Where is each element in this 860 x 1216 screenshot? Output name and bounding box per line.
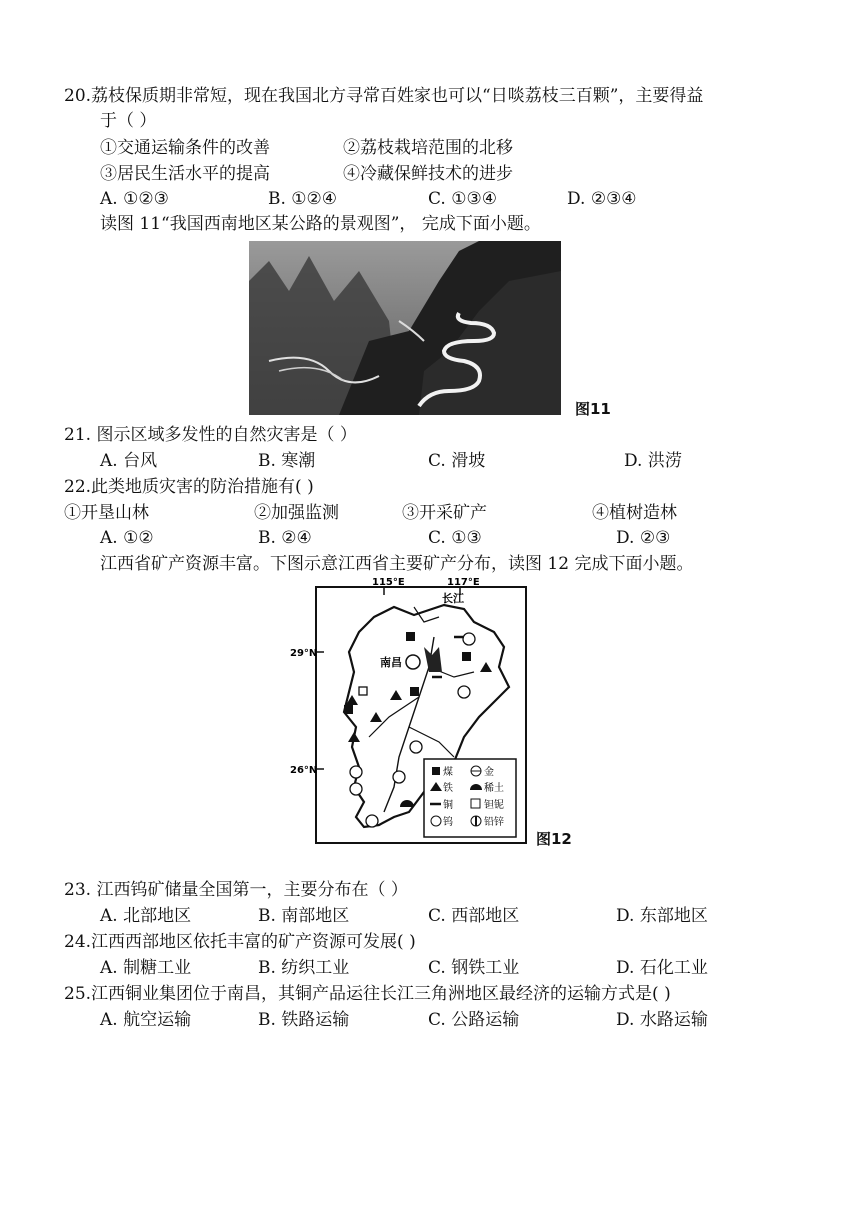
lon-115-label: 115°E <box>372 577 405 588</box>
tungsten-symbol <box>393 771 405 783</box>
tungsten-symbol <box>463 633 475 645</box>
legend-tantalum-niobium: 钽铌 <box>484 800 504 811</box>
lead-zinc-symbol <box>458 686 470 698</box>
q22-option-d: D. ②③ <box>616 528 671 548</box>
q23-option-a: A. 北部地区 <box>100 906 192 926</box>
q24-option-b: B. 纺织工业 <box>258 958 350 978</box>
coal-symbol <box>410 687 419 696</box>
legend-coal: 煤 <box>443 767 453 778</box>
tungsten-symbol <box>366 815 378 827</box>
lon-117-label: 117°E <box>447 577 480 588</box>
q24-option-a: A. 制糖工业 <box>100 958 192 978</box>
q25-option-b: B. 铁路运输 <box>258 1010 350 1030</box>
fig11-road-photo <box>249 241 561 415</box>
q21-option-a: A. 台风 <box>100 451 158 471</box>
q22-statement-4: ④植树造林 <box>592 503 677 523</box>
lat-26-label: 26°N <box>290 765 318 776</box>
fig12-intro: 江西省矿产资源丰富。下图示意江西省主要矿产分布，读图 12 完成下面小题。 <box>100 554 694 574</box>
q24-option-d: D. 石化工业 <box>616 958 708 978</box>
q20-stem: 20.荔枝保质期非常短，现在我国北方寻常百姓家也可以“日啖荔枝三百颗”，主要得益 <box>64 86 704 106</box>
q22-statement-2: ②加强监测 <box>254 503 339 523</box>
yangtze-river-label: 长江 <box>442 592 464 605</box>
q20-stem-cont: 于（ ） <box>100 111 157 131</box>
fig12-caption: 图12 <box>536 830 572 848</box>
q20-statement-3: ③居民生活水平的提高 <box>100 164 270 184</box>
q24-option-c: C. 钢铁工业 <box>428 958 520 978</box>
q25-stem: 25.江西铜业集团位于南昌，其铜产品运往长江三角洲地区最经济的运输方式是( ) <box>64 984 671 1004</box>
q22-statement-1: ①开垦山林 <box>64 503 149 523</box>
lead-zinc-symbol <box>350 766 362 778</box>
tantalum-niobium-symbol <box>359 687 367 695</box>
q23-option-b: B. 南部地区 <box>258 906 350 926</box>
legend-lead-zinc: 铅锌 <box>484 817 504 828</box>
q25-option-a: A. 航空运输 <box>100 1010 192 1030</box>
fig12-jiangxi-map <box>290 577 528 845</box>
q20-option-a: A. ①②③ <box>100 189 169 209</box>
q22-option-c: C. ①③ <box>428 528 482 548</box>
tungsten-symbol <box>350 783 362 795</box>
legend-gold: 金 <box>484 767 494 778</box>
q22-option-b: B. ②④ <box>258 528 312 548</box>
q22-option-a: A. ①② <box>100 528 154 548</box>
q24-stem: 24.江西西部地区依托丰富的矿产资源可发展( ) <box>64 932 416 952</box>
q22-stem: 22.此类地质灾害的防治措施有( ) <box>64 477 314 497</box>
q20-option-b: B. ①②④ <box>268 189 338 209</box>
q20-statement-1: ①交通运输条件的改善 <box>100 138 270 158</box>
q25-option-c: C. 公路运输 <box>428 1010 520 1030</box>
coal-symbol <box>406 632 415 641</box>
lat-29-label: 29°N <box>290 648 318 659</box>
q20-statement-4: ④冷藏保鲜技术的进步 <box>343 164 513 184</box>
q25-option-d: D. 水路运输 <box>616 1010 708 1030</box>
fig11-caption: 图11 <box>575 400 611 418</box>
fig11-intro: 读图 11“我国西南地区某公路的景观图”， 完成下面小题。 <box>100 214 541 234</box>
coal-symbol <box>344 705 353 714</box>
tungsten-symbol <box>410 741 422 753</box>
q20-option-c: C. ①③④ <box>428 189 497 209</box>
legend-tungsten: 钨 <box>443 817 453 828</box>
nanchang-label: 南昌 <box>380 656 402 669</box>
q21-option-d: D. 洪涝 <box>624 451 682 471</box>
q23-option-c: C. 西部地区 <box>428 906 520 926</box>
q20-option-d: D. ②③④ <box>567 189 637 209</box>
legend-iron: 铁 <box>443 783 453 794</box>
q21-option-c: C. 滑坡 <box>428 451 486 471</box>
q21-stem: 21. 图示区域多发性的自然灾害是（ ） <box>64 425 357 445</box>
q23-stem: 23. 江西钨矿储量全国第一，主要分布在（ ） <box>64 880 408 900</box>
q23-option-d: D. 东部地区 <box>616 906 708 926</box>
q20-statement-2: ②荔枝栽培范围的北移 <box>343 138 513 158</box>
legend-rare-earth: 稀土 <box>484 783 504 794</box>
q21-option-b: B. 寒潮 <box>258 451 316 471</box>
q22-statement-3: ③开采矿产 <box>402 503 487 523</box>
coal-symbol <box>462 652 471 661</box>
legend-copper: 铜 <box>443 800 453 811</box>
